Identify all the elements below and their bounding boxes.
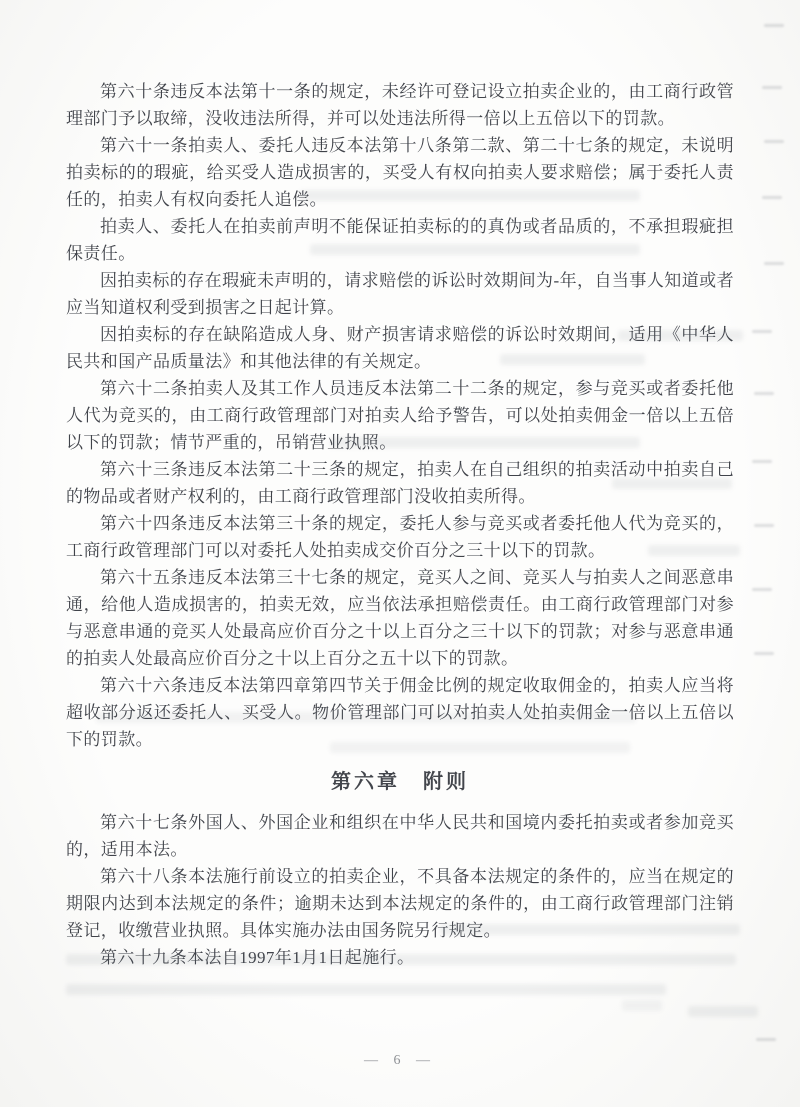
bleed-through-dash [764,24,784,27]
paragraph-article-62: 第六十二条拍卖人及其工作人员违反本法第二十二条的规定，参与竞买或者委托他人代为竞买的，由工商行政管理部门对拍卖人给予警告，可以处拍卖佣金一倍以上五倍以下的罚款；情节严重的，吊销营业执照。 [66,379,734,452]
paragraph-article-64: 第六十四条违反本法第三十条的规定，委托人参与竞买或者委托他人代为竞买的，工商行政管理部门可以对委托人处拍卖成交价百分之三十以下的罚款。 [66,514,734,560]
paragraph-article-60: 第六十条违反本法第十一条的规定，未经许可登记设立拍卖企业的，由工商行政管理部门予以取缔，没收违法所得，并可以处违法所得一倍以上五倍以下的罚款。 [66,82,734,128]
document-body [66,78,734,971]
chapter-heading: 第六章 附则 [331,771,469,793]
bleed-through-dash [756,1038,776,1041]
bleed-through-dash [752,460,772,463]
bleed-through-mark [688,1006,758,1017]
paragraph-article-69: 第六十九条本法自1997年1月1日起施行。 [100,948,415,967]
bleed-through-dash [754,652,774,655]
paragraph-article-63: 第六十三条违反本法第二十三条的规定，拍卖人在自己组织的拍卖活动中拍卖自己的物品或者财产权利的，由工商行政管理部门没收拍卖所得。 [66,460,734,506]
bleed-through-dash [764,262,784,265]
paragraph-warranty-disclaimer: 拍卖人、委托人在拍卖前声明不能保证拍卖标的的真伪或者品质的，不承担瑕疵担保责任。 [66,217,734,263]
paragraph-limitation-period: 因拍卖标的存在瑕疵未声明的，请求赔偿的诉讼时效期间为-年，自当事人知道或者应当知道权利受到损害之日起计算。 [66,271,734,317]
bleed-through-dash [762,86,782,89]
page-number: — 6 — [364,1053,436,1068]
bleed-through-dash [752,330,772,333]
bleed-through-dash [752,588,772,591]
bleed-through-mark [622,1000,662,1011]
bleed-through-mark [66,984,666,995]
bleed-through-dash [762,196,782,199]
paragraph-defect-damage-claims: 因拍卖标的存在缺陷造成人身、财产损害请求赔偿的诉讼时效期间，适用《中华人民共和国产品质量法》和其他法律的有关规定。 [66,325,734,371]
paragraph-article-65: 第六十五条违反本法第三十七条的规定，竞买人之间、竞买人与拍卖人之间恶意串通，给他人造成损害的，拍卖无效，应当依法承担赔偿责任。由工商行政管理部门对参与恶意串通的竞买人处最高应价百分之十以上百分之三十以下的罚款；对参与恶意串通的拍卖人处最高应价百分之十以上百分之五十以下的罚款。 [66,568,734,668]
bleed-through-dash [764,140,784,143]
bleed-through-dash [754,524,774,527]
paragraph-article-67: 第六十七条外国人、外国企业和组织在中华人民共和国境内委托拍卖或者参加竞买的，适用本法。 [66,813,734,859]
paragraph-article-61: 第六十一条拍卖人、委托人违反本法第十八条第二款、第二十七条的规定，未说明拍卖标的的瑕疵，给买受人造成损害的，买受人有权向拍卖人要求赔偿；属于委托人责任的，拍卖人有权向委托人追偿。 [66,136,734,209]
paragraph-article-68: 第六十八条本法施行前设立的拍卖企业，不具备本法规定的条件的，应当在规定的期限内达到本法规定的条件；逾期未达到本法规定的条件的，由工商行政管理部门注销登记，收缴营业执照。具体实施办法由国务院另行规定。 [66,867,734,940]
paragraph-article-66: 第六十六条违反本法第四章第四节关于佣金比例的规定收取佣金的，拍卖人应当将超收部分返还委托人、买受人。物价管理部门可以对拍卖人处拍卖佣金一倍以上五倍以下的罚款。 [66,676,734,749]
bleed-through-dash [754,392,774,395]
